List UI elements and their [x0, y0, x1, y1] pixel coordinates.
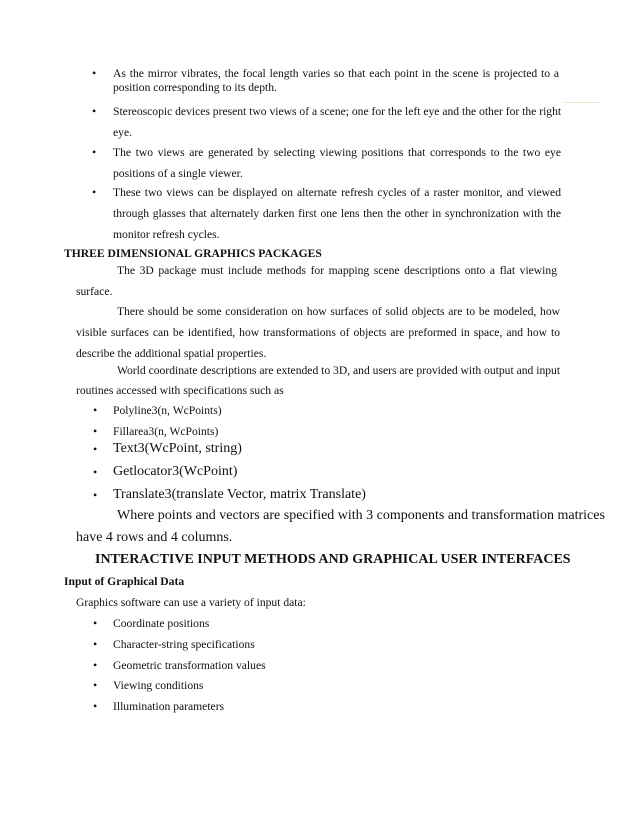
section-heading: INTERACTIVE INPUT METHODS AND GRAPHICAL USER INTERFACES: [95, 552, 571, 567]
paragraph-line: through glasses that alternately darken first one lens then the other in synchronization with the: [113, 207, 561, 220]
function-item: Getlocator3(WcPoint): [113, 464, 238, 479]
paragraph-line: These two views can be displayed on alternate refresh cycles of a raster monitor, and viewed: [113, 186, 561, 199]
paragraph-line: monitor refresh cycles.: [113, 228, 220, 241]
decorative-rule: [564, 102, 600, 103]
paragraph-line: The two views are generated by selecting viewing positions that corresponds to the two eye: [113, 146, 561, 159]
bullet-icon: •: [93, 403, 98, 417]
bullet-icon: •: [93, 442, 98, 456]
function-item: Text3(WcPoint, string): [113, 441, 242, 456]
bullet-icon: •: [92, 104, 97, 118]
paragraph-line: visible surfaces can be identified, how transformations of objects are preformed in space, and how to: [76, 326, 560, 339]
paragraph-line: surface.: [76, 285, 113, 298]
bullet-icon: •: [93, 637, 98, 651]
paragraph-line: eye.: [113, 126, 132, 139]
paragraph-line: routines accessed with specifications such as: [76, 384, 284, 397]
list-item: Viewing conditions: [113, 679, 204, 692]
paragraph-line: have 4 rows and 4 columns.: [76, 530, 233, 545]
bullet-icon: •: [93, 658, 98, 672]
paragraph-line: World coordinate descriptions are extended to 3D, and users are provided with output and input: [117, 364, 561, 377]
bullet-icon: •: [93, 616, 98, 630]
paragraph-line: positions of a single viewer.: [113, 167, 243, 180]
bullet-icon: •: [92, 185, 97, 199]
paragraph-line: Stereoscopic devices present two views of a scene; one for the left eye and the other for the right: [113, 105, 562, 118]
function-item: Polyline3(n, WcPoints): [113, 404, 222, 417]
bullet-icon: •: [93, 488, 98, 502]
paragraph-line: Where points and vectors are specified with 3 components and transformation matrices: [117, 508, 605, 523]
paragraph-line: The 3D package must include methods for mapping scene descriptions onto a flat viewing: [117, 264, 557, 277]
bullet-icon: •: [93, 699, 98, 713]
section-heading: THREE DIMENSIONAL GRAPHICS PACKAGES: [64, 247, 322, 260]
paragraph-line: As the mirror vibrates, the focal length varies so that each point in the scene is projected to a: [113, 67, 559, 80]
bullet-icon: •: [92, 145, 97, 159]
list-item: Coordinate positions: [113, 617, 210, 630]
function-item: Translate3(translate Vector, matrix Translate): [113, 487, 366, 502]
bullet-icon: •: [92, 66, 97, 80]
sub-heading: Input of Graphical Data: [64, 575, 185, 588]
list-item: Character-string specifications: [113, 638, 255, 651]
bullet-icon: •: [93, 678, 98, 692]
bullet-icon: •: [93, 465, 98, 479]
list-item: Illumination parameters: [113, 700, 225, 713]
bullet-icon: •: [93, 424, 98, 438]
list-item: Geometric transformation values: [113, 659, 266, 672]
paragraph-line: Graphics software can use a variety of input data:: [76, 596, 306, 609]
paragraph-line: position corresponding to its depth.: [113, 81, 277, 94]
function-item: Fillarea3(n, WcPoints): [113, 425, 219, 438]
paragraph-line: describe the additional spatial properties.: [76, 347, 267, 360]
paragraph-line: There should be some consideration on how surfaces of solid objects are to be modeled, how: [117, 305, 560, 318]
